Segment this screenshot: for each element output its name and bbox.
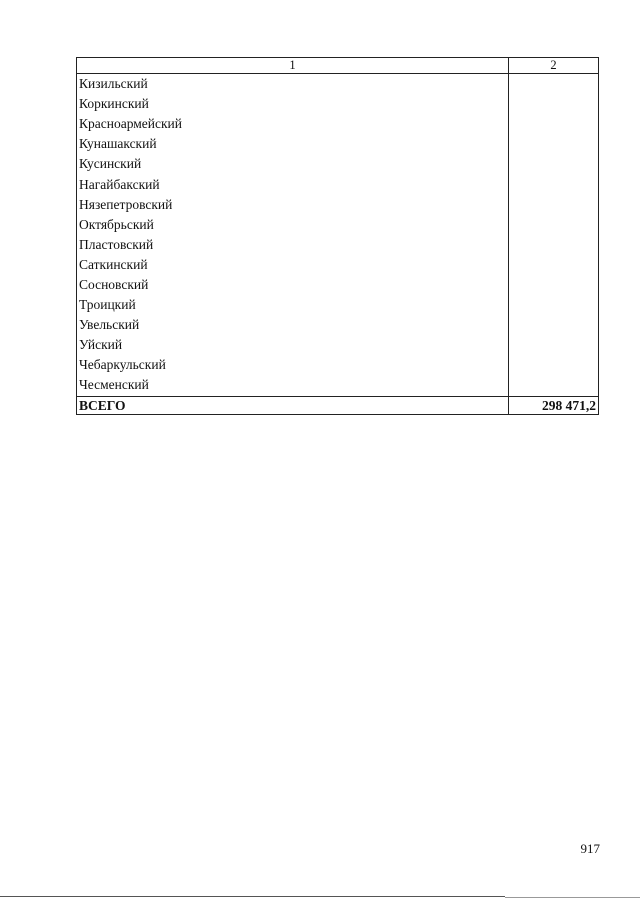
district-name: Кусинский — [77, 154, 509, 174]
district-name: Пластовский — [77, 235, 509, 255]
district-value — [509, 255, 599, 275]
table-row — [77, 255, 599, 275]
total-value: 298 471,2 — [509, 396, 599, 414]
total-row — [77, 396, 599, 414]
district-value — [509, 375, 599, 396]
district-value — [509, 315, 599, 335]
district-value — [509, 154, 599, 174]
district-name: Саткинский — [77, 255, 509, 275]
table-row — [77, 375, 599, 396]
district-value — [509, 94, 599, 114]
table-row — [77, 114, 599, 134]
district-name: Нагайбакский — [77, 174, 509, 194]
district-name: Чебаркульский — [77, 355, 509, 375]
table-row — [77, 275, 599, 295]
table-row — [77, 235, 599, 255]
table-row — [77, 295, 599, 315]
district-name: Кизильский — [77, 74, 509, 95]
column-header-1: 1 — [77, 58, 509, 74]
district-value — [509, 355, 599, 375]
district-name: Нязепетровский — [77, 195, 509, 215]
table-row — [77, 174, 599, 194]
column-header-2: 2 — [509, 58, 599, 74]
district-value — [509, 134, 599, 154]
district-value — [509, 295, 599, 315]
table-row — [77, 315, 599, 335]
table-row — [77, 94, 599, 114]
table-row — [77, 74, 599, 95]
district-value — [509, 235, 599, 255]
district-value — [509, 195, 599, 215]
table-row — [77, 154, 599, 174]
bottom-divider-right — [505, 897, 640, 898]
district-value — [509, 335, 599, 355]
table-row — [77, 335, 599, 355]
table-row — [77, 215, 599, 235]
district-name: Кунашакский — [77, 134, 509, 154]
district-value — [509, 275, 599, 295]
budget-table — [76, 57, 599, 415]
district-value — [509, 174, 599, 194]
table-header-row — [77, 58, 599, 74]
district-name: Увельский — [77, 315, 509, 335]
total-label: ВСЕГО — [77, 396, 509, 414]
district-name: Красноармейский — [77, 114, 509, 134]
district-name: Троицкий — [77, 295, 509, 315]
district-name: Уйский — [77, 335, 509, 355]
table-row — [77, 134, 599, 154]
table-row — [77, 355, 599, 375]
district-value — [509, 215, 599, 235]
district-name: Коркинский — [77, 94, 509, 114]
table-row — [77, 195, 599, 215]
district-name: Чесменский — [77, 375, 509, 396]
district-value — [509, 114, 599, 134]
district-value — [509, 74, 599, 95]
page-number: 917 — [580, 841, 600, 856]
district-name: Сосновский — [77, 275, 509, 295]
district-name: Октябрьский — [77, 215, 509, 235]
bottom-divider — [0, 896, 505, 897]
